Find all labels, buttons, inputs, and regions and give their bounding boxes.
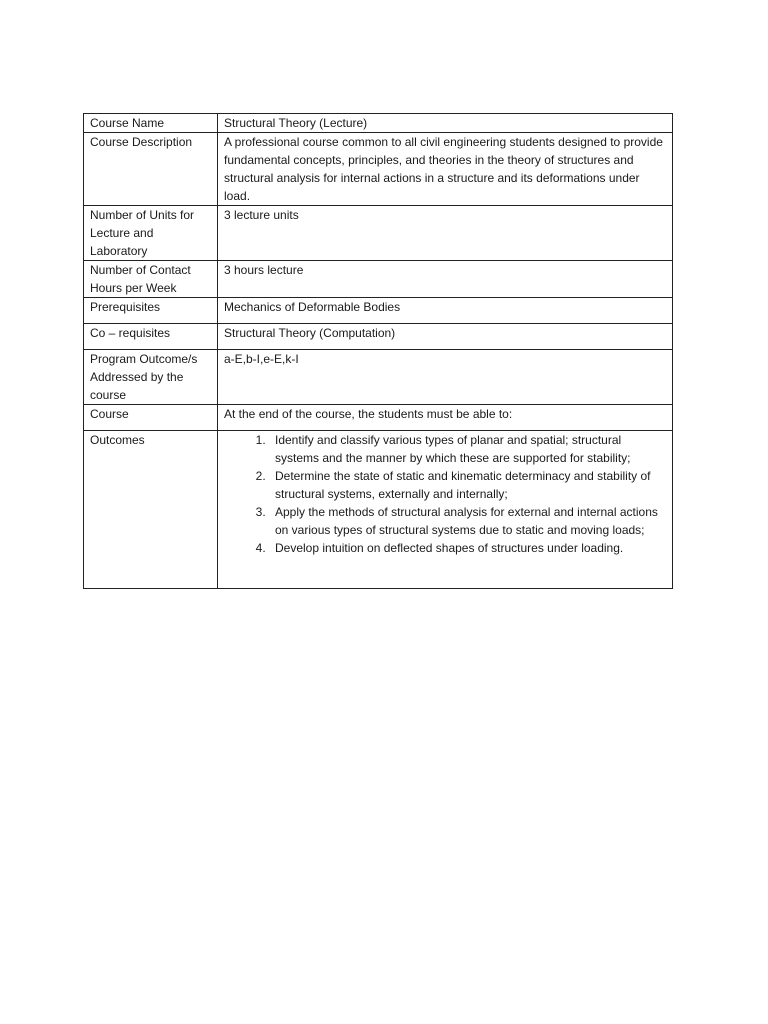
row-value-program-outcomes: a-E,b-I,e-E,k-I: [218, 350, 673, 405]
list-item: 1. Identify and classify various types of planar and spatial; structural systems and the manner by which these are supported for stability;: [269, 431, 666, 467]
table-row: [84, 324, 673, 350]
row-label-course-name: Course Name: [84, 114, 218, 133]
table-row: [84, 133, 673, 206]
row-label-course-description: Course Description: [84, 133, 218, 206]
list-item: 2. Determine the state of static and kinematic determinacy and stability of structural systems, externally and internally;: [269, 467, 666, 503]
table-row: [84, 206, 673, 261]
table-row: [84, 114, 673, 133]
list-item: 3. Apply the methods of structural analysis for external and internal actions on various types of structural systems due to static and moving loads;: [269, 503, 666, 539]
outcomes-list: [224, 431, 666, 557]
course-syllabus-table: [83, 113, 673, 589]
row-label-corequisites: Co – requisites: [84, 324, 218, 350]
row-value-prerequisites: Mechanics of Deformable Bodies: [218, 298, 673, 324]
row-value-contact-hours: 3 hours lecture: [218, 261, 673, 298]
row-value-course-description: A professional course common to all civil engineering students designed to provide fundamental concepts, principles, and theories in the theory of structures and structural analysis for internal actions in a structure and its deformations under load.: [218, 133, 673, 206]
row-value-corequisites: Structural Theory (Computation): [218, 324, 673, 350]
row-value-course-intro: At the end of the course, the students must be able to:: [218, 405, 673, 431]
row-label-contact-hours: Number of Contact Hours per Week: [84, 261, 218, 298]
row-label-program-outcomes: Program Outcome/s Addressed by the course: [84, 350, 218, 405]
table-row: [84, 350, 673, 405]
list-item: 4. Develop intuition on deflected shapes of structures under loading.: [269, 539, 666, 557]
row-label-outcomes: Outcomes: [84, 431, 218, 589]
row-label-units: Number of Units for Lecture and Laboratory: [84, 206, 218, 261]
table-row: [84, 431, 673, 589]
row-label-course: Course: [84, 405, 218, 431]
row-label-prerequisites: Prerequisites: [84, 298, 218, 324]
table-row: [84, 261, 673, 298]
row-value-units: 3 lecture units: [218, 206, 673, 261]
row-value-course-name: Structural Theory (Lecture): [218, 114, 673, 133]
table-row: [84, 405, 673, 431]
row-value-outcomes: [218, 431, 673, 589]
table-row: [84, 298, 673, 324]
